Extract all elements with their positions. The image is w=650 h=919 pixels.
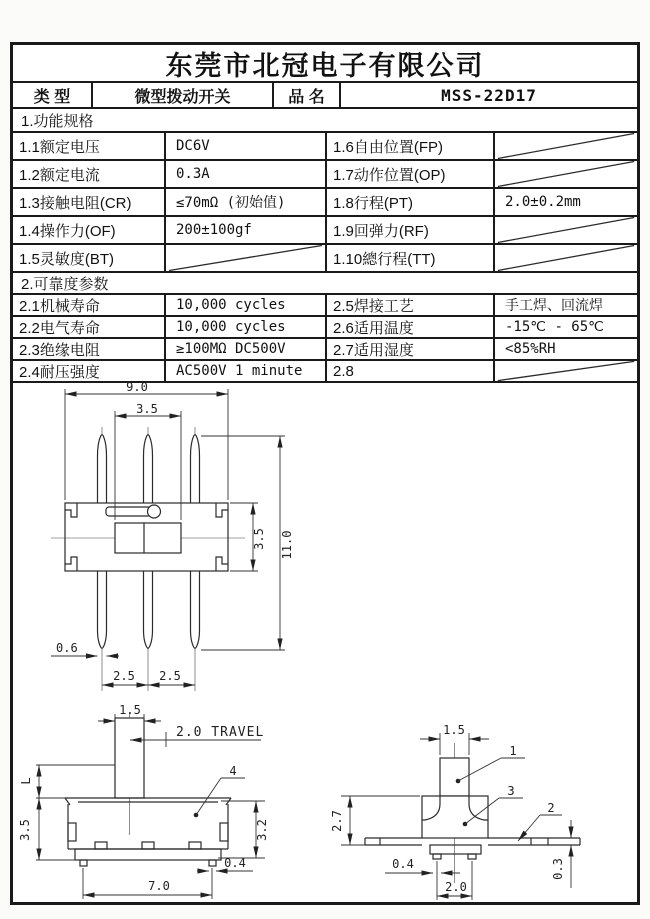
spec-label: 1.8行程(PT) bbox=[327, 189, 495, 215]
section2-title: 2.可靠度参数 bbox=[13, 273, 637, 295]
switch-pin bbox=[98, 571, 107, 648]
spec-value-na bbox=[166, 245, 327, 271]
spec-row bbox=[13, 245, 637, 273]
spec-value-na bbox=[495, 133, 637, 159]
dim-travel: 2.0 TRAVEL bbox=[176, 725, 265, 740]
spec-value: ≤70mΩ (初始值) bbox=[166, 189, 327, 215]
slider-knob bbox=[115, 523, 181, 553]
dim-knob-width: 1.5 bbox=[119, 703, 141, 717]
spec-label: 1.9回弹力(RF) bbox=[327, 217, 495, 243]
spec-row bbox=[13, 317, 637, 339]
dim-foot-width: 0.4 bbox=[224, 856, 246, 870]
spec-label: 2.6适用温度 bbox=[327, 317, 495, 337]
na-slash bbox=[495, 161, 637, 187]
spec-value: 2.0±0.2mm bbox=[505, 194, 581, 210]
callout-contact-label: 3 bbox=[507, 784, 515, 798]
spec-label: 1.1额定电压 bbox=[13, 133, 166, 159]
dim-top-width: 9.0 bbox=[126, 383, 148, 394]
dim-lever-length: L bbox=[19, 777, 33, 785]
spec-row bbox=[13, 295, 637, 317]
slider-knob bbox=[115, 718, 144, 798]
callout-terminal-label: 2 bbox=[547, 801, 555, 815]
na-slash bbox=[166, 245, 325, 271]
spec-label: 2.8 bbox=[327, 361, 495, 381]
spec-label: 2.1机械寿命 bbox=[13, 295, 166, 315]
spec-value-na bbox=[495, 245, 637, 271]
spec-row bbox=[13, 361, 637, 383]
spec-value: -15℃ - 65℃ bbox=[505, 319, 604, 335]
switch-pin bbox=[144, 571, 153, 648]
mount-foot bbox=[468, 854, 476, 859]
spec-row bbox=[13, 189, 637, 217]
switch-pin bbox=[144, 435, 153, 503]
company-title-row bbox=[13, 45, 637, 83]
mount-foot bbox=[80, 860, 87, 866]
spec-value: 手工焊、回流焊 bbox=[505, 298, 603, 314]
switch-base bbox=[430, 845, 481, 854]
dim-terminal-thickness: 0.3 bbox=[551, 858, 565, 880]
mount-foot bbox=[209, 860, 216, 866]
na-slash bbox=[495, 245, 637, 271]
spec-document bbox=[10, 42, 640, 905]
spec-row bbox=[13, 339, 637, 361]
spec-row bbox=[13, 217, 637, 245]
spec-label: 2.2电气寿命 bbox=[13, 317, 166, 337]
na-slash bbox=[495, 133, 637, 159]
spec-label: 2.5焊接工艺 bbox=[327, 295, 495, 315]
dim-pin-width: 0.6 bbox=[56, 641, 78, 655]
spec-value: 200±100gf bbox=[166, 217, 327, 243]
spec-row bbox=[13, 161, 637, 189]
dim-pitch-right: 2.5 bbox=[159, 669, 181, 683]
spec-label: 1.4操作力(OF) bbox=[13, 217, 166, 243]
top-view-drawing bbox=[51, 383, 294, 691]
dim-knob-width: 1.5 bbox=[443, 723, 465, 737]
spec-label: 1.3接触电阻(CR) bbox=[13, 189, 166, 215]
dim-height-with-feet: 3.5 bbox=[18, 819, 32, 841]
spec-label: 1.5灵敏度(BT) bbox=[13, 245, 166, 271]
section1-title: 1.功能规格 bbox=[13, 109, 637, 133]
mount-foot bbox=[433, 854, 441, 859]
spec-label: 1.6自由位置(FP) bbox=[327, 133, 495, 159]
product-name-label: 品 名 bbox=[274, 83, 341, 107]
spec-value-na bbox=[495, 217, 637, 243]
dim-total-height: 11.0 bbox=[280, 530, 294, 560]
product-header-row bbox=[13, 83, 637, 109]
dim-body-height: 3.2 bbox=[255, 819, 269, 841]
spec-label: 1.10總行程(TT) bbox=[327, 245, 495, 271]
company-name: 东莞市北冠电子有限公司 bbox=[165, 50, 485, 81]
spec-value: ≥100MΩ DC500V bbox=[166, 339, 327, 359]
dim-body-height: 2.7 bbox=[330, 810, 344, 832]
switch-pin bbox=[98, 435, 107, 503]
dim-feet-span: 7.0 bbox=[148, 879, 170, 893]
spec-value: 0.3A bbox=[166, 161, 327, 187]
callout-body-label: 4 bbox=[229, 764, 237, 778]
switch-pin bbox=[191, 435, 200, 503]
switch-pin bbox=[191, 571, 200, 648]
switch-base bbox=[75, 849, 221, 860]
spec-value: AC500V 1 minute bbox=[166, 361, 327, 381]
spec-value: 10,000 cycles bbox=[166, 295, 327, 315]
dim-feet-pitch: 2.0 bbox=[445, 880, 467, 894]
callout-knob-label: 1 bbox=[509, 744, 517, 758]
spec-label: 2.4耐压强度 bbox=[13, 361, 166, 381]
spec-value: DC6V bbox=[166, 133, 327, 159]
dimension-drawing-canvas bbox=[13, 383, 637, 902]
switch-body bbox=[422, 796, 488, 838]
type-value: 微型拨动开关 bbox=[93, 83, 274, 107]
technical-drawings bbox=[13, 383, 637, 902]
spec-value-na bbox=[495, 361, 637, 381]
side-view-drawing bbox=[330, 723, 580, 900]
slider-slot bbox=[106, 507, 151, 516]
product-name-value: MSS-22D17 bbox=[441, 85, 537, 105]
na-slash bbox=[495, 217, 637, 243]
dim-body-height: 3.5 bbox=[252, 528, 266, 550]
spec-label: 2.3绝缘电阻 bbox=[13, 339, 166, 359]
spec-label: 1.7动作位置(OP) bbox=[327, 161, 495, 187]
type-label: 类 型 bbox=[13, 83, 93, 107]
front-view-drawing bbox=[18, 703, 269, 899]
spec-row bbox=[13, 133, 637, 161]
na-slash bbox=[495, 361, 637, 381]
spec-value-na bbox=[495, 161, 637, 187]
spec-value: <85%RH bbox=[505, 341, 556, 357]
dim-knob-width: 3.5 bbox=[136, 402, 158, 416]
spec-value: 10,000 cycles bbox=[166, 317, 327, 337]
spec-label: 2.7适用湿度 bbox=[327, 339, 495, 359]
spec-label: 1.2额定电流 bbox=[13, 161, 166, 187]
dim-pitch-left: 2.5 bbox=[113, 669, 135, 683]
dim-foot-width: 0.4 bbox=[392, 857, 414, 871]
